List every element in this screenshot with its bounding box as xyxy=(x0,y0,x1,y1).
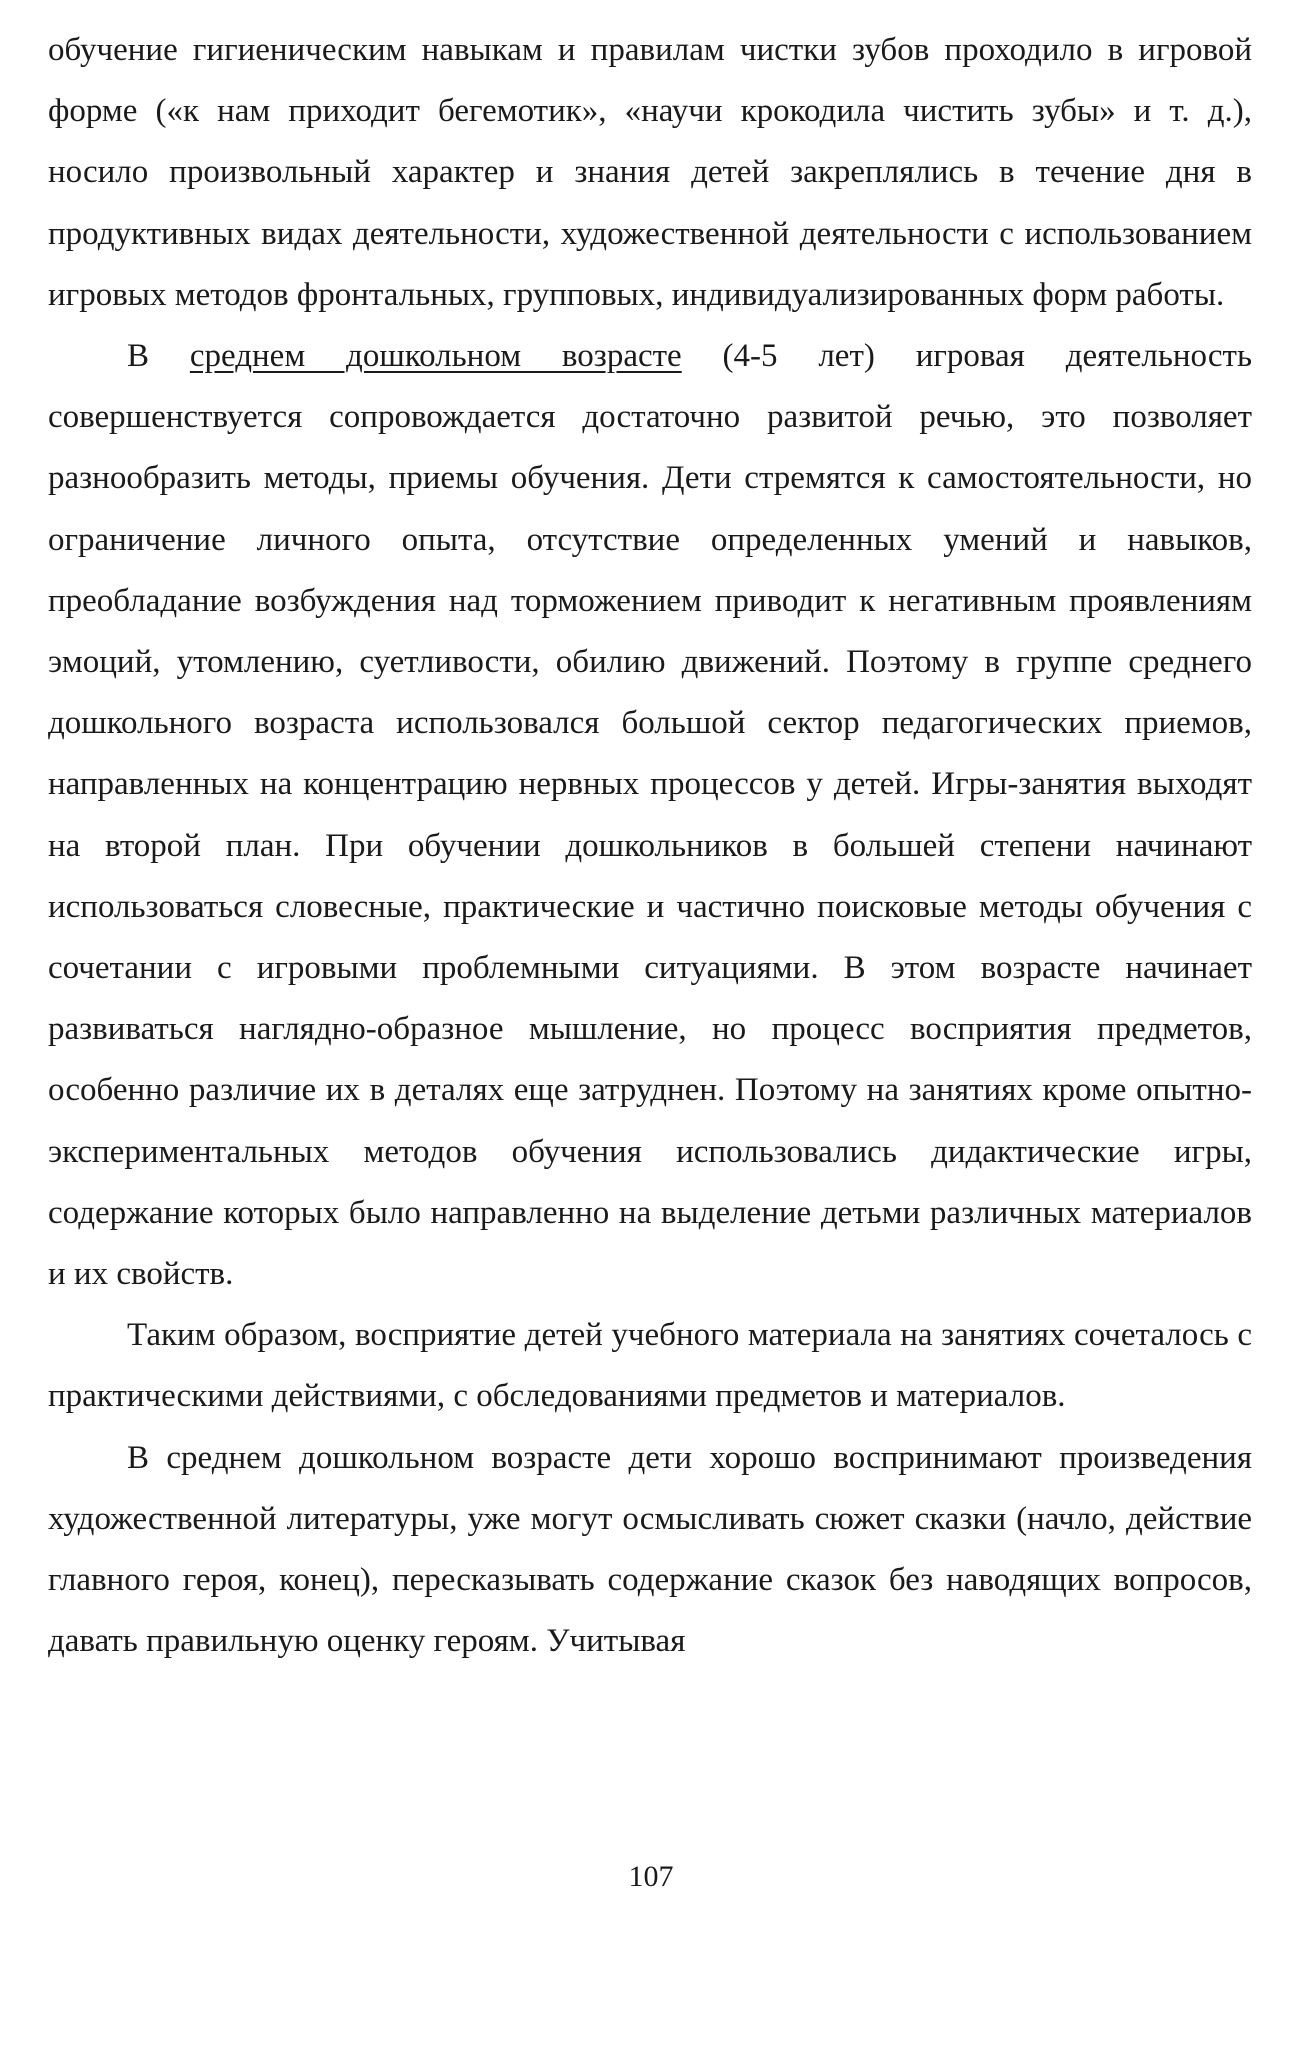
paragraph-3: Таким образом, восприятие детей учебного материала на занятиях сочеталось с практическими действиями, с обследованиями предметов и материалов. xyxy=(48,1317,1252,1415)
paragraph-2-body: (4-5 лет) игровая деятельность совершенствуется сопровождается достаточно развитой речью, это позволяет разнообразить методы, приемы обучения. Дети стремятся к самостоятельности, но ограничение личного опыта, отсутствие определенных умений и навыков, преобладание возбуждения над торможением приводит к негативным проявлениям эмоций, утомлению, суетливости, обилию движений. Поэтому в группе среднего дошкольного возраста использовался большой сектор педагогических приемов, направленных на концентрацию нервных процессов у детей. Игры-занятия выходят на второй план. При обучении дошкольников в большей степени начинают использоваться словесные, практические и частично поисковые методы обучения с сочетании с игровыми проблемными ситуациями. В этом возрасте начинает развиваться наглядно-образное мышление, но процесс восприятия предметов, особенно различие их в деталях еще затруднен. Поэтому на занятиях кроме опытно-экспериментальных методов обучения использовались дидактические игры, содержание которых было направленно на выделение детьми различных материалов и их свойств. xyxy=(48,338,1252,1293)
paragraph-2-lead: В xyxy=(127,338,190,375)
paragraph-2 xyxy=(48,326,1252,1305)
document-page xyxy=(48,20,1252,1672)
page-number: 107 xyxy=(628,1860,674,1893)
underlined-term: среднем дошкольном возрасте xyxy=(189,338,682,375)
paragraph-4: В среднем дошкольном возрасте дети хорошо воспринимают произведения художественной литературы, уже могут осмысливать сюжет сказки (начло, действие главного героя, конец), пересказывать содержание сказок без наводящих вопросов, давать правильную оценку героям. Учитывая xyxy=(48,1439,1252,1660)
paragraph-1: обучение гигиеническим навыкам и правилам чистки зубов проходило в игровой форме («к нам приходит бегемотик», «научи крокодила чистить зубы» и т. д.), носило произвольный характер и знания детей закреплялись в течение дня в продуктивных видах деятельности, художественной деятельности с использованием игровых методов фронтальных, групповых, индивидуализированных форм работы. xyxy=(48,32,1252,313)
